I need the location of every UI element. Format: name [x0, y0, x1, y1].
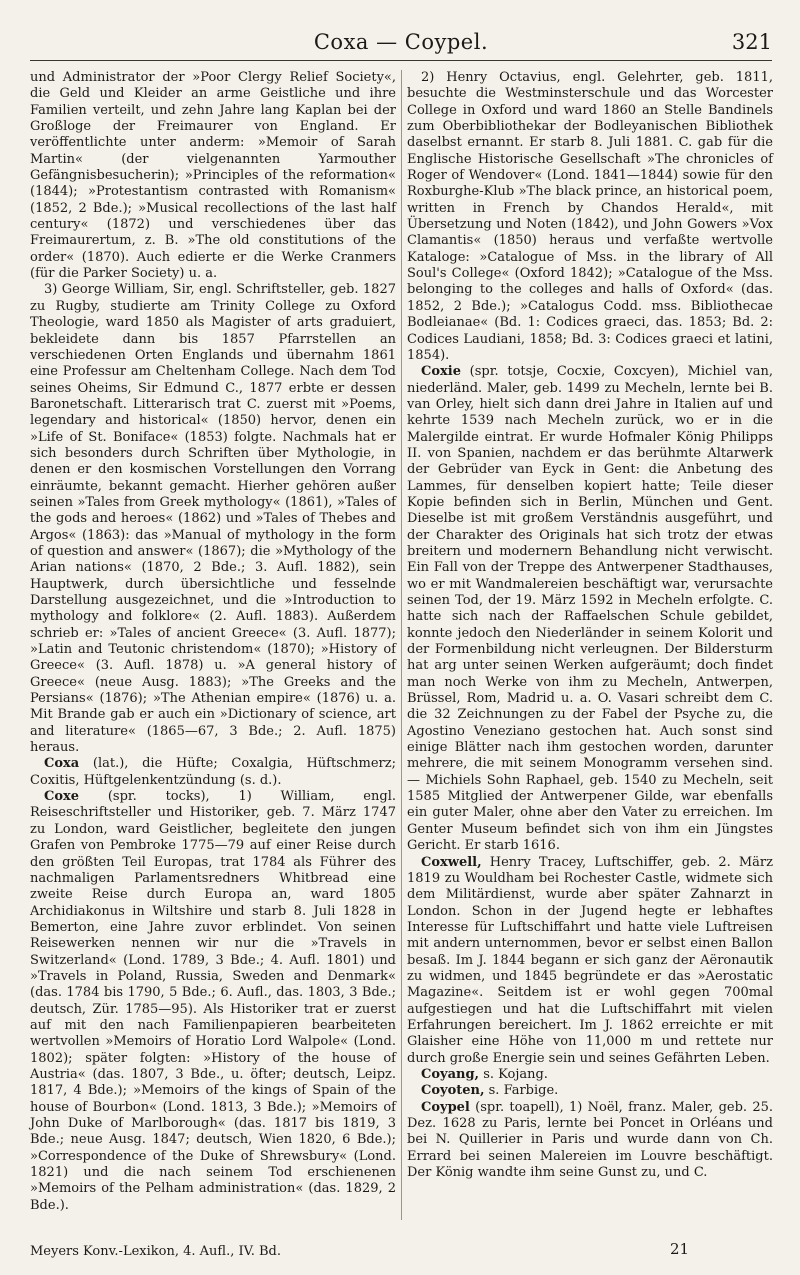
paragraph — [30, 70, 396, 282]
entry-keyword: Coxa — [44, 756, 80, 772]
text-columns — [30, 70, 772, 1245]
right-column — [407, 70, 773, 1181]
entry-keyword: Coxie — [421, 364, 461, 380]
paragraph-text: (spr. toapell), 1) Noël, franz. Maler, geb. 25. Dez. 1628 zu Paris, lernte bei Poncet in Orléans und bei N. Quillerier in Paris und wurde dann von Ch. Errard bei seinen Malereien im Louvre beschäftigt. Der König wandte ihm seine Gunst zu, und C. — [407, 1099, 773, 1181]
paragraph-text: s. Kojang. — [479, 1066, 548, 1082]
entry-keyword: Coxe — [44, 789, 80, 805]
paragraph-text: (spr. totsje, Cocxie, Coxcyen), Michiel van, niederländ. Maler, geb. 1499 zu Mecheln, lernte bei B. van Orley, hielt sich dann drei Jahre in Italien auf und kehrte 1539 nach Mecheln zurück, wo er in die Malergilde eintrat. Er wurde Hofmaler König Philipps II. von Spanien, nachdem er das berühmte Altarwerk der Gebrüder van Eyck in Gent: die Anbetung des Lammes, für denselben kopiert hatte; Teile dieser Kopie befinden sich in Berlin, München und Gent. Dieselbe ist mit großem Verständnis ausgeführt, und der Charakter des Originals hat sich trotz der etwas breitern und modernern Behandlung nicht verwischt. Ein Fall von der Treppe des Antwerpener Stadthauses, wo er mit Wandmalereien beschäftigt war, verursachte seinen Tod, der 19. März 1592 in Mecheln erfolgte. C. hatte sich nach der Raffaelschen Schule gebildet, konnte jedoch den Niederländer in seinem Kolorit und der Formenbildung nicht verleugnen. Der Bildersturm hat arg unter seinen Werken aufgeräumt; doch findet man noch Werke von ihm zu Mecheln, Antwerpen, Brüssel, Rom, Madrid u. a. O. Vasari schreibt dem C. die 32 Zeichnungen zu der Fabel der Psyche zu, die Agostino Veneziano gestochen hat. Auch sonst sind einige Blätter nach ihm gestochen worden, darunter mehrere, die mit seinem Monogramm versehen sind. — Michiels Sohn Raphael, geb. 1540 zu Mecheln, seit 1585 Mitglied der Antwerpener Gilde, war ebenfalls ein guter Maler, ohne aber den Vater zu erreichen. Im Genter Museum befindet sich von ihm ein Jüngstes Gericht. Er starb 1616. — [407, 364, 773, 854]
entry-keyword: Coyoten, — [421, 1083, 485, 1099]
paragraph-text: s. Farbige. — [484, 1083, 559, 1099]
paragraph-text: Henry Tracey, Luftschiffer, geb. 2. März 1819 zu Wouldham bei Rochester Castle, widmete sich dem Militärdienst, wurde aber später Zahnarzt in London. Schon in der Jugend hegte er lebhaftes Interesse für Luftschiffahrt und hatte viele Luftreisen mit andern unternommen, bevor er selbst einen Ballon besaß. Im J. 1844 begann er sich ganz der Aëronautik zu widmen, und 1845 begründete er das »Aerostatic Magazine«. Seitdem ist er wohl gegen 700mal aufgestiegen und hat die Luftschiffahrt mit vielen Erfahrungen bereichert. Im J. 1862 erreichte er mit Glaisher eine Höhe von 11,000 m und rettete nur durch große Energie sein und seines Gefährten Leben. — [407, 854, 773, 1066]
paragraph-text: (lat.), die Hüfte; Coxalgia, Hüftschmerz; Coxitis, Hüftgelenkentzündung (s. d.). — [30, 756, 396, 788]
entry-keyword: Coypel — [421, 1099, 470, 1115]
running-title: Coxa — Coypel. — [313, 30, 489, 54]
paragraph — [407, 855, 773, 1067]
paragraph — [407, 70, 773, 364]
page-footer — [30, 1240, 772, 1266]
column-divider — [401, 70, 402, 1220]
paragraph — [407, 1083, 773, 1099]
paragraph — [407, 364, 773, 854]
paragraph — [407, 1100, 773, 1182]
page-number: 321 — [731, 30, 772, 54]
paragraph-text: 2) Henry Octavius, engl. Gelehrter, geb. 1811, besuchte die Westminsterschule und das Worcester College in Oxford und ward 1860 an Stelle Bandinels zum Oberbibliothekar der Bodleyanischen Bibliothek daselbst ernannt. Er starb 8. Juli 1881. C. gab für die Englische Historische Gesellschaft »The chronicles of Roger of Wendover« (Lond. 1841—1844) sowie für den Roxburghe-Klub »The black prince, an historical poem, written in French by Chandos Herald«, mit Übersetzung und Noten (1842), und John Gowers »Vox Clamantis« (1850) heraus und verfaßte wertvolle Kataloge: »Catalogue of Mss. in the library of All Soul's College« (Oxford 1842); »Catalogue of the Mss. belonging to the colleges and halls of Oxford« (das. 1852, 2 Bde.); »Catalogus Codd. mss. Bibliothecae Bodleianae« (Bd. 1: Codices graeci, das. 1853; Bd. 2: Codices Laudiani, 1858; Bd. 3: Codices graeci et latini, 1854). — [407, 70, 773, 363]
entry-keyword: Coyang, — [421, 1066, 480, 1082]
footer-note: Meyers Konv.-Lexikon, 4. Aufl., IV. Bd. — [30, 1244, 281, 1259]
paragraph — [30, 789, 396, 1214]
paragraph — [30, 756, 396, 789]
paragraph — [30, 282, 396, 756]
entry-keyword: Coxwell, — [421, 854, 482, 870]
paragraph-text: und Administrator der »Poor Clergy Relief Society«, die Geld und Kleider an arme Geistliche und ihre Familien verteilt, und zehn Jahre lang Kaplan bei der Großloge der Freimaurer von England. Er veröffentlichte unter anderm: »Memoir of Sarah Martin« (der vielgenannten Yarmouther Gefängnisbesucherin); »Principles of the reformation« (1844); »Protestantism contrasted with Romanism« (1852, 2 Bde.); »Musical recollections of the last half century« (1872) und verschiedenes über das Freimaurertum, z. B. »The old constitutions of the order« (1870). Auch edierte er die Werke Cranmers (für die Parker Society) u. a. — [30, 70, 396, 282]
paragraph-text: (spr. tocks), 1) William, engl. Reiseschriftsteller und Historiker, geb. 7. März 1747 zu London, ward Geistlicher, begleitete den jungen Grafen von Pembroke 1775—79 auf einer Reise durch den größten Teil Europas, trat 1784 als Führer des nachmaligen Parlamentsredners Whitbread eine zweite Reise durch Europa an, ward 1805 Archidiakonus in Wiltshire und starb 8. Juli 1828 in Bemerton, eine Jahre zuvor erblindet. Von seinen Reisewerken nennen wir nur die »Travels in Switzerland« (Lond. 1789, 3 Bde.; 4. Aufl. 1801) und »Travels in Poland, Russia, Sweden and Denmark« (das. 1784 bis 1790, 5 Bde.; 6. Aufl., das. 1803, 3 Bde.; deutsch, Zür. 1785—95). Als Historiker trat er zuerst auf mit den nach Familienpapieren bearbeiteten wertvollen »Memoirs of Horatio Lord Walpole« (Lond. 1802); später folgten: »History of the house of Austria« (das. 1807, 3 Bde., u. öfter; deutsch, Leipz. 1817, 4 Bde.); »Memoirs of the kings of Spain of the house of Bourbon« (Lond. 1813, 3 Bde.); »Memoirs of John Duke of Marlborough« (das. 1817 bis 1819, 3 Bde.; neue Ausg. 1847; deutsch, Wien 1820, 6 Bde.); »Correspondence of the Duke of Shrewsbury« (Lond. 1821) und die nach seinem Tod erschienenen »Memoirs of the Pelham administration« (das. 1829, 2 Bde.). — [30, 789, 396, 1213]
page-header — [30, 28, 772, 61]
paragraph — [407, 1067, 773, 1083]
signature-mark: 21 — [670, 1240, 690, 1258]
left-column — [30, 70, 396, 1214]
paragraph-text: 3) George William, Sir, engl. Schriftsteller, geb. 1827 zu Rugby, studierte am Trinity College zu Oxford Theologie, ward 1850 als Magister of arts graduiert, bekleidete dann bis 1857 Pfarrstellen an verschiedenen Orten Englands und übernahm 1861 eine Professur am Cheltenham College. Nach dem Tod seines Oheims, Sir Edmund C., 1877 erbte er dessen Baronetschaft. Litterarisch trat C. zuerst mit »Poems, legendary and historical« (1850) hervor, denen ein »Life of St. Boniface« (1853) folgte. Nachmals hat er sich besonders durch Schriften über Mythologie, in denen er den kosmischen Vorstellungen den Vorrang einräumte, bekannt gemacht. Hierher gehören außer seinen »Tales from Greek mythology« (1861), »Tales of the gods and heroes« (1862) und »Tales of Thebes and Argos« (1863): das »Manual of mythology in the form of question and answer« (1867); die »Mythology of the Arian nations« (1870, 2 Bde.; 3. Aufl. 1882), sein Hauptwerk, durch übersichtliche und fesselnde Darstellung ausgezeichnet, und die »Introduction to mythology and folklore« (2. Aufl. 1883). Außerdem schrieb er: »Tales of ancient Greece« (3. Aufl. 1877); »Latin and Teutonic christendom« (1870); »History of Greece« (3. Aufl. 1878) u. »A general history of Greece« (neue Ausg. 1883); »The Greeks and the Persians« (1876); »The Athenian empire« (1876) u. a. Mit Brande gab er auch ein »Dictionary of science, art and literature« (1865—67, 3 Bde.; 2. Aufl. 1875) heraus. — [30, 282, 396, 756]
